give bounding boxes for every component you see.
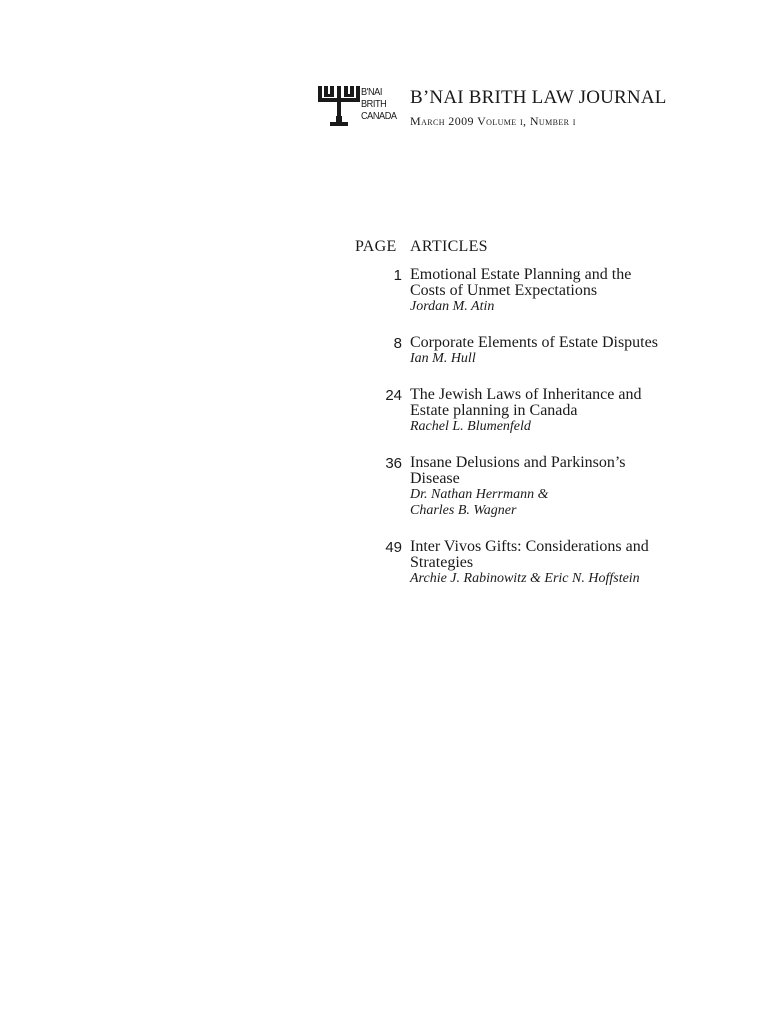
toc-entry-body — [410, 387, 730, 435]
toc-entry — [0, 387, 770, 435]
article-author-line: Archie J. Rabinowitz & Eric N. Hoffstein — [410, 571, 640, 586]
toc-page-number: 49 — [385, 539, 402, 556]
page-column-header: PAGE — [355, 238, 397, 255]
toc-page-number: 36 — [385, 455, 402, 472]
toc-entry — [0, 539, 770, 587]
toc-page-number: 8 — [393, 335, 402, 352]
article-title-line: The Jewish Laws of Inheritance and — [410, 386, 642, 403]
article-title-line: Costs of Unmet Expectations — [410, 282, 598, 299]
toc-page-number: 1 — [393, 267, 402, 284]
table-of-contents — [0, 267, 770, 607]
journal-issue: March 2009 Volume i, Number i — [410, 114, 576, 128]
article-title-line: Estate planning in Canada — [410, 402, 578, 419]
toc-entry-body — [410, 539, 730, 587]
article-author-line: Ian M. Hull — [410, 351, 476, 366]
article-title-line: Strategies — [410, 554, 474, 571]
article-author-line: Rachel L. Blumenfeld — [410, 419, 531, 434]
article-title-line: Corporate Elements of Estate Disputes — [410, 334, 658, 351]
toc-entry — [0, 455, 770, 519]
logo-line: B'NAI — [361, 87, 382, 98]
article-title-line: Emotional Estate Planning and the — [410, 266, 632, 283]
journal-title: B’NAI BRITH LAW JOURNAL — [410, 87, 667, 108]
toc-entry-body — [410, 455, 730, 519]
article-title-line: Inter Vivos Gifts: Considerations and — [410, 538, 649, 555]
article-author-line: Dr. Nathan Herrmann & — [410, 487, 549, 502]
toc-entry — [0, 335, 770, 367]
toc-entry — [0, 267, 770, 315]
menorah-icon — [318, 86, 360, 130]
toc-page-number: 24 — [385, 387, 402, 404]
bnai-brith-logo — [318, 86, 400, 130]
toc-entry-body — [410, 267, 730, 315]
article-author-line: Charles B. Wagner — [410, 503, 517, 518]
articles-column-header: ARTICLES — [410, 238, 488, 255]
article-author-line: Jordan M. Atin — [410, 299, 495, 314]
logo-wordmark — [361, 87, 397, 123]
logo-line: BRITH — [361, 99, 387, 110]
toc-entry-body — [410, 335, 730, 367]
article-title-line: Disease — [410, 470, 460, 487]
article-title-line: Insane Delusions and Parkinson’s — [410, 454, 626, 471]
logo-line: CANADA — [361, 111, 397, 122]
